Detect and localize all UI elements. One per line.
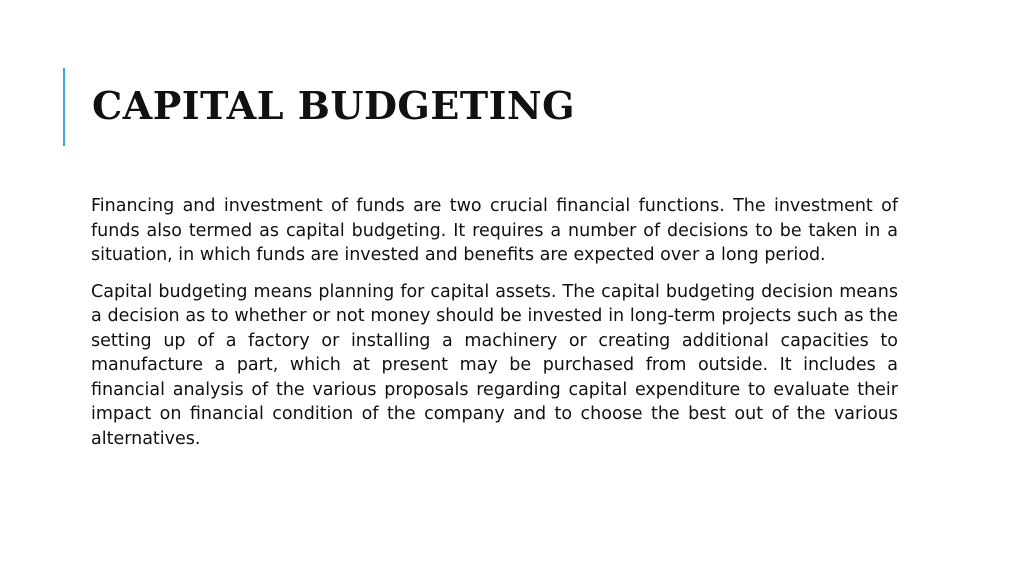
title-accent-bar (63, 68, 65, 146)
body-paragraph: Capital budgeting means planning for capital assets. The capital budgeting decision means a decision as to whether or not money should be invested in long-term projects such as the setting up of a factory or installing a machinery or creating additional capacities to manufacture a part, which at present may be purchased from outside. It includes a financial analysis of the various proposals regarding capital expenditure to evaluate their impact on financial condition of the company and to choose the best out of the various alternatives. (91, 281, 898, 449)
body-paragraph: Financing and investment of funds are two crucial financial functions. The investment of funds also termed as capital budgeting. It requires a number of decisions to be taken in a situation, in which funds are invested and benefits are expected over a long period. (91, 196, 898, 265)
slide-title: CAPITAL BUDGETING (92, 83, 576, 128)
slide-body (91, 194, 898, 463)
